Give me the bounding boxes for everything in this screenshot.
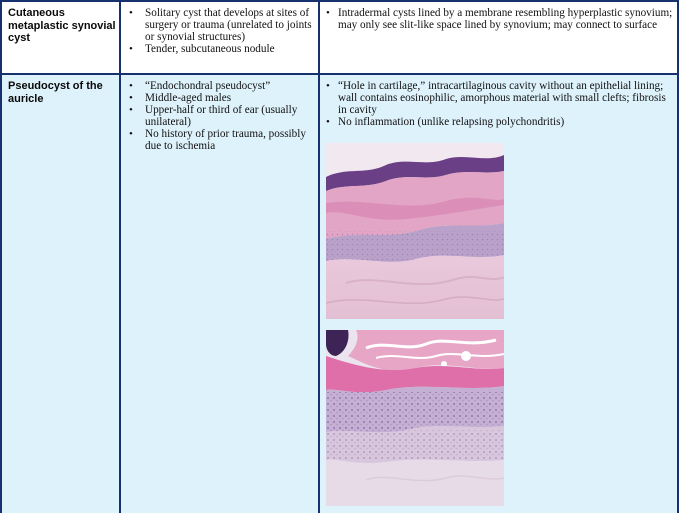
list-item: • Tender, subcutaneous nodule [121, 43, 314, 55]
row2-histology-list [320, 75, 677, 128]
row1-histology-cell [320, 2, 677, 73]
row1-features-list [121, 2, 318, 55]
list-item: • Middle-aged males [121, 92, 314, 104]
row2-histology-cell [320, 75, 677, 513]
list-item: • Upper-half or third of ear (usually unilateral) [121, 104, 314, 128]
row1-heading-cell [2, 2, 119, 73]
row1-heading: Cutaneous metaplastic synovial cyst [8, 7, 116, 44]
row2-features-list [121, 75, 318, 152]
list-item: • Intradermal cysts lined by a membrane resembling hyperplastic synovium; may only see slit-like space lined by synovium; may connect to surface [320, 7, 673, 31]
list-item: • Solitary cyst that develops at sites of surgery or trauma (unrelated to joints or synovial structures) [121, 7, 314, 43]
row2-heading-cell [2, 75, 119, 513]
list-item: • “Hole in cartilage,” intracartilaginous cavity without an epithelial lining; wall contains eosinophilic, amorphous material with small clefts; fibrosis in cavity [320, 80, 673, 116]
row2-heading: Pseudocyst of the auricle [8, 80, 103, 105]
histology-micrograph-top [326, 143, 504, 319]
row1-features-cell [121, 2, 318, 73]
row1-histology-list [320, 2, 677, 31]
list-item: • No history of prior trauma, possibly due to ischemia [121, 128, 314, 152]
row2-features-cell [121, 75, 318, 513]
list-item: • “Endochondral pseudocyst” [121, 80, 314, 92]
list-item: • No inflammation (unlike relapsing polychondritis) [320, 116, 673, 128]
histology-micrograph-bottom [326, 330, 504, 506]
